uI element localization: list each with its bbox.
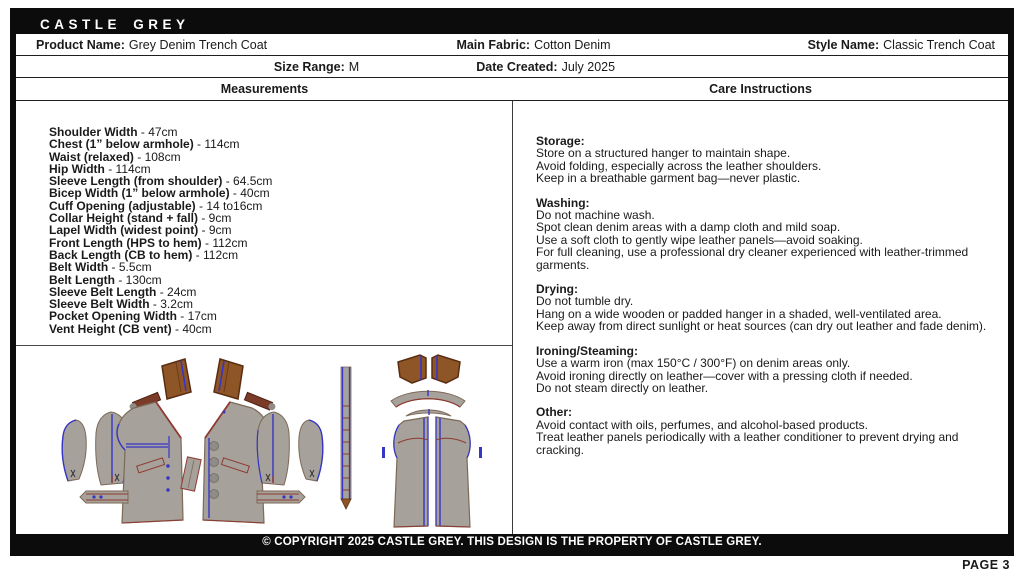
leather-undercollar-right [432,355,460,383]
care-instruction-line: Do not steam directly on leather. [536,380,709,395]
measurement-row: Pocket Opening Width - 17cm [49,309,217,324]
care-instruction-line: Spot clean denim areas with a damp cloth and mild soap. [536,220,841,235]
notch-mark-right [479,447,482,458]
care-section-heading: Storage: [536,134,585,148]
measurement-row: Lapel Width (widest point) - 9cm [49,223,232,238]
product-name-label: Product Name: [36,37,125,52]
info-row-primary [16,34,1008,56]
care-instruction-line: Hang on a wide wooden or padded hanger in a shaded, well-ventilated area. [536,306,942,321]
measurement-row: Cuff Opening (adjustable) - 14 to16cm [49,198,263,213]
care-instruction-line: Avoid contact with oils, perfumes, and alcohol-based products. [536,417,868,432]
care-section [536,406,998,456]
main-fabric-field [456,38,610,52]
section-header-row [16,78,1008,101]
care-section [536,283,998,333]
measurement-row: Bicep Width (1” below armhole) - 40cm [49,186,270,201]
measurement-row: Vent Height (CB vent) - 40cm [49,321,212,336]
care-instruction-line: Keep in a breathable garment bag—never plastic. [536,171,801,186]
measurement-row: Back Length (CB to hem) - 112cm [49,247,239,262]
measurements-column [16,101,513,534]
care-instruction-line: Use a warm iron (max 150°C / 300°F) on denim areas only. [536,356,851,371]
measurement-row: Waist (relaxed) - 108cm [49,149,181,164]
date-created-field [476,60,615,74]
product-name-field [36,38,267,52]
main-fabric-value: Cotton Denim [534,37,611,52]
size-range-field [274,60,359,74]
measurements-list [16,101,512,346]
back-body-panel-left [394,417,428,527]
date-created-value: July 2025 [561,59,616,74]
brand-name: CASTLE GREY [40,16,190,32]
pocket-welt-piece [181,457,201,491]
copyright-bar [16,534,1008,550]
page-number: PAGE 3 [962,558,1010,572]
main-content [16,101,1008,534]
front-body-panel-left [117,402,183,523]
waist-belt-piece [341,367,351,509]
under-sleeve-piece-left [62,420,86,481]
care-instruction-line: Keep away from direct sunlight or heat sources (can dry out leather and fade denim). [536,319,987,334]
measurement-row: Sleeve Belt Length - 24cm [49,284,197,299]
date-created-label: Date Created: [476,59,558,74]
care-section [536,197,998,271]
measurement-row: Chest (1” below armhole) - 114cm [49,137,240,152]
care-section-title: Care Instructions [709,82,812,96]
style-name-label: Style Name: [807,37,880,52]
care-section-heading: Drying: [536,282,578,297]
care-instruction-line: Store on a structured hanger to maintain shape. [536,146,791,161]
care-section [536,135,998,185]
care-instruction-line: Avoid ironing directly on leather—cover with a pressing cloth if needed. [536,368,913,383]
copyright-text: © COPYRIGHT 2025 CASTLE GREY. THIS DESIGN IS THE PROPERTY OF CASTLE GREY. [262,536,762,548]
measurement-row: Sleeve Belt Width - 3.2cm [49,297,193,312]
back-body-panel-right [436,417,470,527]
care-instruction-line: Do not tumble dry. [536,294,634,309]
measurement-row: Hip Width - 114cm [49,161,151,176]
pattern-drawings-panel [16,346,512,534]
info-row-secondary [16,56,1008,78]
care-instructions-column [513,101,1008,534]
care-section-heading: Washing: [536,195,590,210]
measurement-row: Shoulder Width - 47cm [49,125,178,139]
care-section [536,345,998,395]
leather-collar-piece-right [214,359,243,399]
product-name-value: Grey Denim Trench Coat [128,37,268,52]
measurement-row: Front Length (HPS to hem) - 112cm [49,235,248,250]
sleeve-belt-left [80,491,128,503]
care-instruction-line: Do not machine wash. [536,208,655,223]
style-name-field [808,38,995,52]
pattern-flats-drawing [16,346,512,534]
tech-pack-page [10,8,1014,556]
size-range-value: M [348,59,360,74]
care-instruction-line: For full cleaning, use a professional dry cleaner experienced with leather-trimmed garments. [536,245,969,272]
measurement-row: Collar Height (stand + fall) - 9cm [49,211,232,226]
measurements-section-title: Measurements [220,82,309,96]
care-instruction-line: Use a soft cloth to gently wipe leather panels—avoid soaking. [536,232,863,247]
top-sleeve-piece-right [257,412,289,485]
collar-fall-piece [391,390,465,407]
leather-undercollar-left [398,355,426,383]
care-section-heading: Other: [536,405,572,420]
brand-header-bar [16,14,1008,34]
measurement-row: Belt Width - 5.5cm [49,260,152,275]
notch-mark-left [382,447,385,458]
collar-stand-piece [406,409,451,416]
size-range-label: Size Range: [273,59,345,74]
care-instruction-line: Avoid folding, especially across the leather shoulders. [536,158,822,173]
leather-collar-piece-left [162,359,191,399]
measurement-row: Sleeve Length (from shoulder) - 64.5cm [49,174,273,189]
style-name-value: Classic Trench Coat [883,37,995,52]
under-sleeve-piece-right [299,420,323,481]
measurement-row: Belt Length - 130cm [49,272,162,287]
sleeve-belt-right [257,491,305,503]
main-fabric-label: Main Fabric: [456,37,531,52]
care-instruction-line: Treat leather panels periodically with a leather conditioner to prevent drying and cracking. [536,430,959,457]
care-section-heading: Ironing/Steaming: [536,343,638,358]
